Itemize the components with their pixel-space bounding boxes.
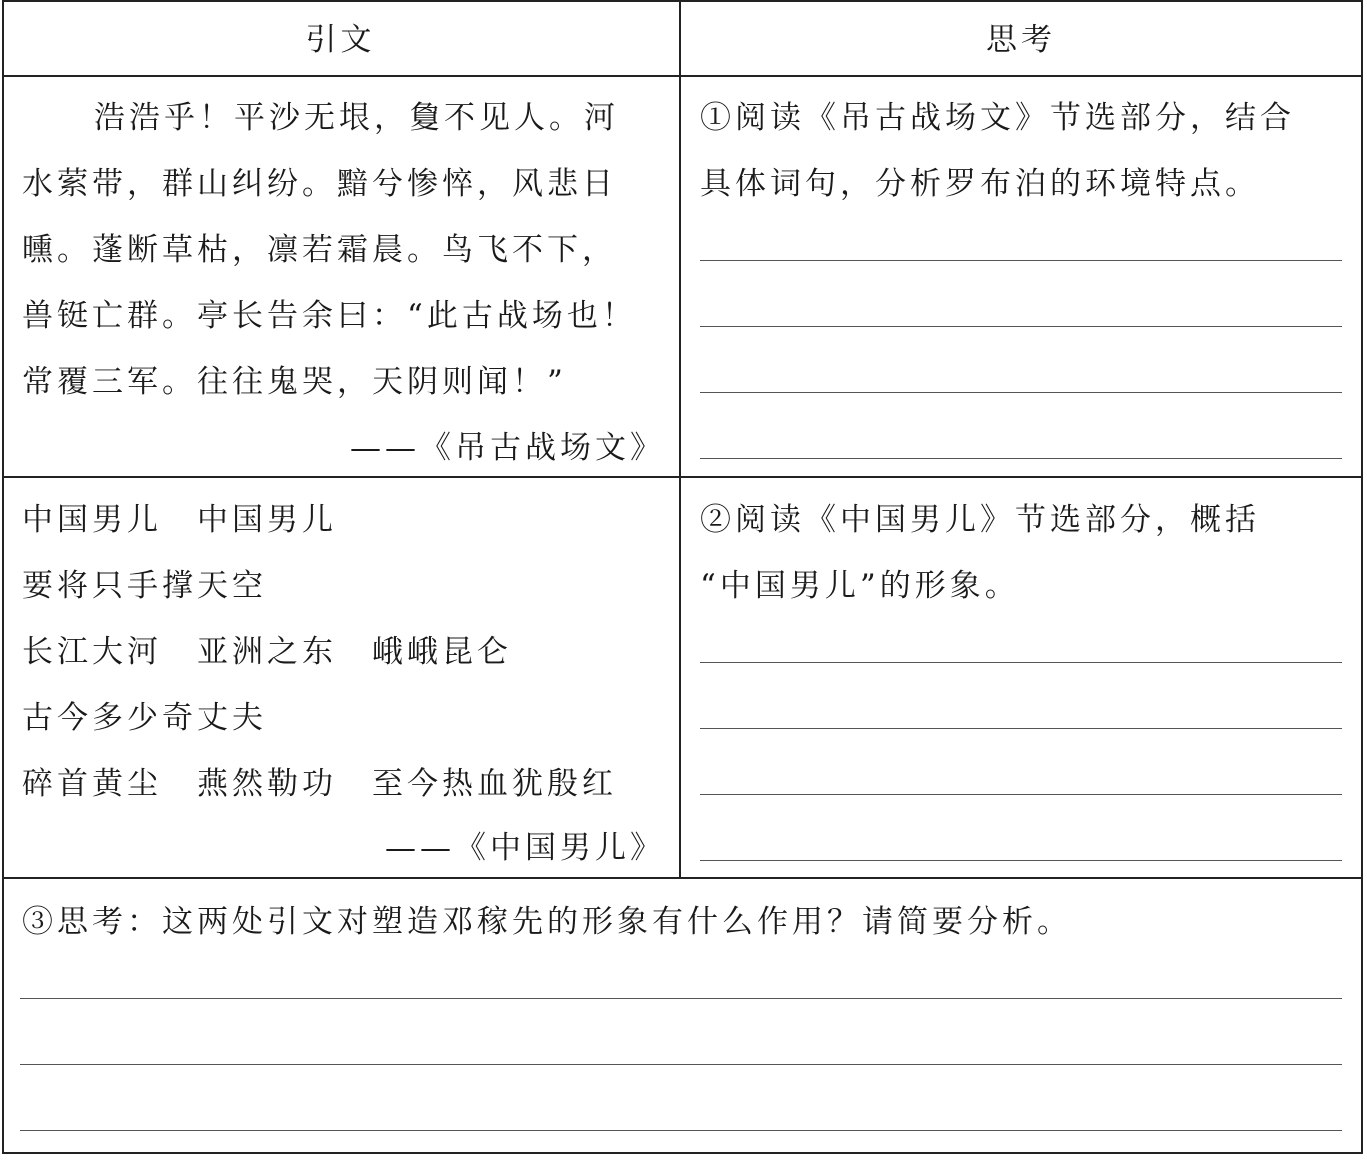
- quote1-line-3: 曛。蓬断草枯，凛若霜晨。鸟飞不下，: [22, 232, 617, 268]
- answer-line[interactable]: [700, 260, 1342, 261]
- quote2-line-2: 要将只手撑天空: [22, 568, 267, 604]
- question2-line-1: ②阅读《中国男儿》节选部分，概括: [700, 502, 1260, 538]
- question2-line-2: “中国男儿”的形象。: [700, 568, 1020, 604]
- table-top-border: [2, 0, 1363, 2]
- row2-bottom-border: [2, 877, 1363, 879]
- header-quote-column: 引文: [305, 22, 376, 58]
- answer-line[interactable]: [20, 1064, 1342, 1065]
- quote1-line-5: 常覆三军。往往鬼哭，天阴则闻！”: [22, 364, 567, 400]
- quote1-line-2: 水萦带，群山纠纷。黯兮惨悴，风悲日: [22, 166, 617, 202]
- question1-line-1: ①阅读《吊古战场文》节选部分，结合: [700, 100, 1295, 136]
- answer-line[interactable]: [700, 458, 1342, 459]
- row1-bottom-border: [2, 476, 1363, 478]
- quote2-line-1: 中国男儿 中国男儿: [22, 502, 337, 538]
- question1-line-2: 具体词句，分析罗布泊的环境特点。: [700, 166, 1260, 202]
- answer-line[interactable]: [20, 1130, 1342, 1131]
- quote2-line-4: 古今多少奇丈夫: [22, 700, 267, 736]
- column-divider: [679, 0, 681, 879]
- quote1-line-4: 兽铤亡群。亭长告余曰：“此古战场也！: [22, 298, 637, 334]
- answer-line[interactable]: [700, 662, 1342, 663]
- table-bottom-border: [2, 1152, 1363, 1154]
- table-right-border: [1361, 0, 1363, 1154]
- answer-line[interactable]: [700, 860, 1342, 861]
- quote2-line-3: 长江大河 亚洲之东 峨峨昆仑: [22, 634, 512, 670]
- answer-line[interactable]: [700, 392, 1342, 393]
- answer-line[interactable]: [700, 728, 1342, 729]
- table-left-border: [2, 0, 4, 1154]
- answer-line[interactable]: [20, 998, 1342, 999]
- quote2-attribution: ——《中国男儿》: [385, 830, 665, 866]
- header-thinking-column: 思考: [986, 22, 1056, 58]
- quote1-line-1: 浩浩乎！平沙无垠，敻不见人。河: [94, 100, 619, 136]
- header-bottom-border: [2, 75, 1363, 77]
- answer-line[interactable]: [700, 794, 1342, 795]
- answer-line[interactable]: [700, 326, 1342, 327]
- quote2-line-5: 碎首黄尘 燕然勒功 至今热血犹殷红: [22, 766, 617, 802]
- quote1-attribution: ——《吊古战场文》: [350, 430, 665, 466]
- question3-text: ③思考：这两处引文对塑造邓稼先的形象有什么作用？请简要分析。: [22, 904, 1072, 940]
